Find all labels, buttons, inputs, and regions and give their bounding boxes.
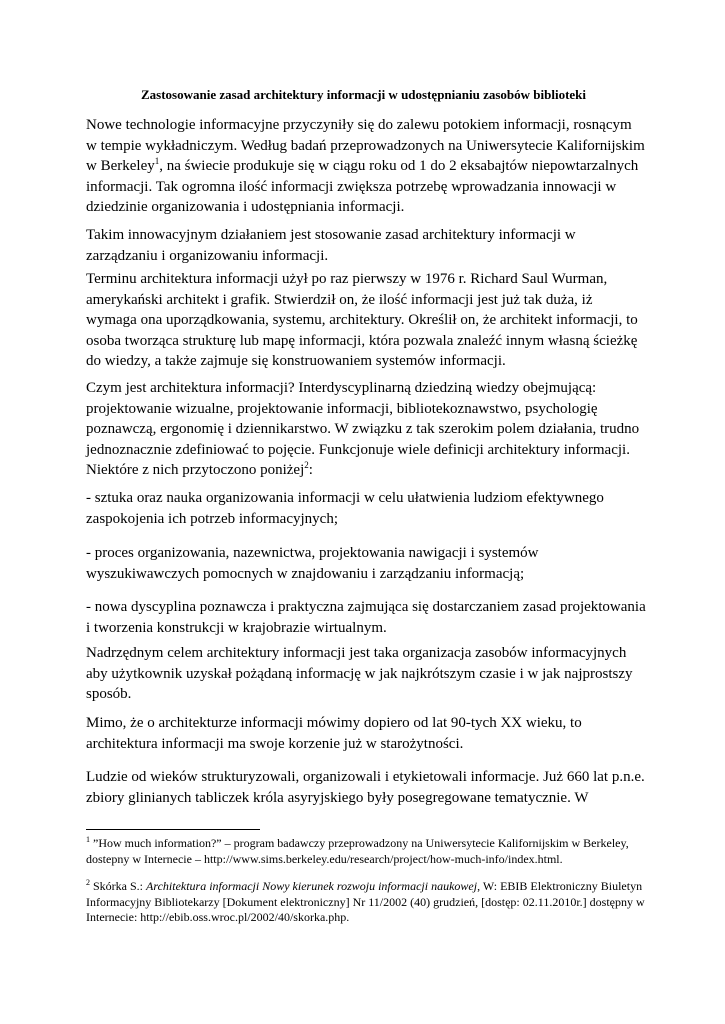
paragraph-6: Mimo, że o architekturze informacji mówimy dopiero od lat 90-tych XX wieku, to architektura informacji ma swoje korzenie już w starożytności. bbox=[86, 715, 582, 752]
footnote-2-number: 2 bbox=[86, 878, 90, 887]
paragraph-1-text-a: Nowe technologie informacyjne przyczyniły się do zalewu potokiem informacji, rosnącym w tempie wykładniczym. Według badań przeprowadzonych na Uniwersytecie Kalifornijskim w Berkeley bbox=[86, 117, 645, 175]
footnote-2-text-a: Skórka S.: bbox=[90, 879, 147, 893]
footnote-1-number: 1 bbox=[86, 835, 90, 844]
footnote-2 bbox=[86, 879, 646, 926]
paragraph-1-text-b: , na świecie produkuje się w ciągu roku od 1 do 2 eksabajtów niepowtarzalnych informacji. Tak ogromna ilość informacji zwiększa potrzebę wprowadzania innowacji w dziedzinie organizowania i udostępniania informacji. bbox=[86, 158, 639, 216]
paragraph-4-text-b: : bbox=[308, 462, 313, 479]
footnote-separator bbox=[86, 829, 260, 830]
paragraph-1 bbox=[86, 115, 646, 218]
paragraph-5: Nadrzędnym celem architektury informacji jest taka organizacja zasobów informacyjnych aby użytkownik uzyskał pożądaną informację w jak najkrótszym czasie i w jak najprostszy sposób. bbox=[86, 645, 633, 703]
definition-item-3: - nowa dyscyplina poznawcza i praktyczna zajmująca się dostarczaniem zasad projektowania i tworzenia konstrukcji w krajobrazie wirtualnym. bbox=[86, 599, 646, 636]
paragraph-2: Takim innowacyjnym działaniem jest stosowanie zasad architektury informacji w zarządzaniu i organizowaniu informacji. bbox=[86, 227, 576, 264]
document-title: Zastosowanie zasad architektury informacji w udostępnianiu zasobów biblioteki bbox=[140, 87, 587, 102]
footnote-ref-1[interactable]: 1 bbox=[154, 156, 160, 167]
footnote-2-cited-title: Architektura informacji Nowy kierunek rozwoju informacji naukowej bbox=[146, 879, 478, 893]
footnote-1-text: ”How much information?” – program badawczy przeprowadzony na Uniwersytecie Kalifornijskim w Berkeley, dostepny w Internecie – http://www.sims.berkeley.edu/research/project/how-much-info/index.html. bbox=[86, 836, 629, 866]
paragraph-4-text-a: Czym jest architektura informacji? Interdyscyplinarną dziedziną wiedzy obejmującą: projektowanie wizualne, projektowanie informacji, bibliotekoznawstwo, psychologię poznawczą, ergonomię i dziennikarstwo. W związku z tak szerokim polem działania, trudno jednoznacznie zdefiniować to pojęcie. Funkcjonuje wiele definicji architektury informacji. Niektóre z nich przytoczono poniżej bbox=[86, 380, 640, 479]
footnote-1 bbox=[86, 836, 646, 867]
footnote-ref-2[interactable]: 2 bbox=[304, 460, 309, 471]
paragraph-4 bbox=[86, 378, 646, 481]
paragraph-7: Ludzie od wieków strukturyzowali, organizowali i etykietowali informacje. Już 660 lat p.n.e. zbiory glinianych tabliczek króla asyryjskiego były posegregowane tematycznie. W bbox=[86, 769, 645, 806]
definition-item-2: - proces organizowania, nazewnictwa, projektowania nawigacji i systemów wyszukiwawczych pomocnych w znajdowaniu i zarządzaniu informacją; bbox=[86, 545, 539, 582]
definition-item-1: - sztuka oraz nauka organizowania informacji w celu ułatwienia ludziom efektywnego zaspokojenia ich potrzeb informacyjnych; bbox=[86, 490, 604, 527]
footnote-2-text-b: , W: EBIB Elektroniczny Biuletyn Informacyjny Bibliotekarzy [Dokument elektroniczny] Nr 11/2002 (40) grudzień, [dostęp: 02.11.2010r.] dostępny w Internecie: http://ebib.oss.wroc.pl/2002/40/skorka.php. bbox=[86, 879, 645, 924]
paragraph-3: Terminu architektura informacji użył po raz pierwszy w 1976 r. Richard Saul Wurman, amerykański architekt i grafik. Stwierdził on, że ilość informacji jest już tak duża, iż wymaga ona uporządkowania, systemu, architektury. Określił on, że architekt informacji, to osoba tworząca strukturę lub mapę informacji, która pozwala znaleźć innym własną ścieżkę do wiedzy, a także zajmuje się konstruowaniem systemów informacji. bbox=[86, 271, 638, 370]
